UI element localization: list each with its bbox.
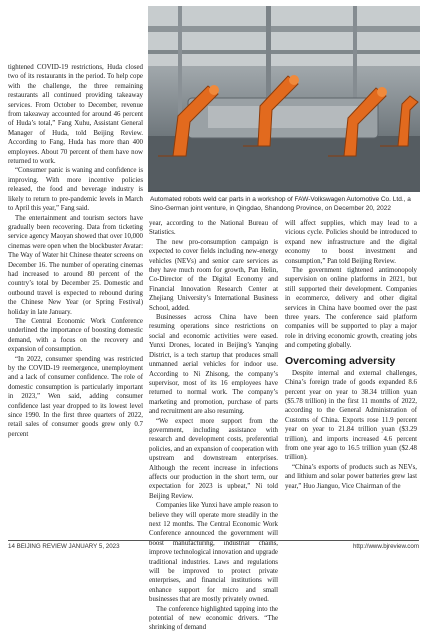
paragraph: The entertainment and tourism sectors have gradually been recovering. Data from ticketing service agency Maoyan showed that over 10,000 cinemas were open when the blockbuster Avatar: The Way of Water hit Chinese theater screens on December 16. The number of operating cinemas had increased to around 80 percent of the country’s total by December 25. Domestic and outbound travel is expected to rebound during the Chinese New Year (or Spring Festival) holiday in late January. (8, 214, 143, 316)
article-column-1 (8, 63, 143, 439)
paragraph: Companies like Yunxi have ample reason to believe they will operate more steadily in the next 12 months. The Central Economic Work Conference announced the government will boost manufacturing, industrial chains, improve technological innovation and upgrade traditional industries. Laws and regulations will be improved to protect private enterprises, and financial institutions will enhance support for micro and small businesses that are mostly privately owned. (149, 502, 278, 604)
paragraph: year, according to the National Bureau of Statistics. (149, 220, 278, 237)
paragraph: The new pro-consumption campaign is expected to cover fields including new-energy vehicles (NEVs) and senior care services as they have much room for growth, Pan Helin, Co-Director of the Digital Economy and Financial Innovation Research Center at Zhejiang University’s International Business School, added. (149, 238, 278, 312)
section-heading: Overcoming adversity (285, 354, 396, 367)
paragraph: “Consumer panic is waning and confidence is improving. With more incentive policies released, the food and beverage industry is likely to return to pre-pandemic levels in March to April this year,” Fang said. (8, 167, 143, 213)
paragraph: will affect supplies, which may lead to a vicious cycle. Policies should be introduced to expand new infrastructure and the digital economy to boost investment and consumption,” Pan told Beijing Review. (285, 220, 417, 265)
paragraph: “We expect more support from the government, including assistance with research and development costs, preferential policies, and an expansion of cooperation with upstream and downstream enterprises. Although the recent increase in infections affects our production in the short term, our expectation for 2023 is upbeat,” Ni told Beijing Review. (149, 417, 278, 500)
paragraph: “In 2022, consumer spending was restricted by the COVID-19 reemergence, unemployment and a lack of consumer confidence. The role of domestic consumption is particularly important in 2023,” Wen said, adding consumer confidence last year dropped to its lowest level since 1990. In the first three quarters of 2022, retail sales of consumer goods grew only 0.7 percent (8, 355, 143, 438)
factory-photo-illustration (148, 6, 420, 192)
paragraph: “China’s exports of products such as NEVs, and lithium and solar power batteries grew last year,” Huo Jianguo, Vice Chairman of the (285, 463, 417, 490)
article-column-2 (149, 219, 278, 633)
paragraph: The conference highlighted tapping into the potential of new economic drivers. “The shrinking of demand (149, 605, 278, 632)
paragraph: Despite internal and external challenges, China’s foreign trade of goods expanded 8.6 percent year on year to 38.34 trillion yuan ($5.78 trillion) in the first 11 months of 2022, according to the General Administration of Customs of China. Exports rose 11.9 percent year on year to 21.84 trillion yuan ($3.29 trillion), and imports increased 4.6 percent from one year ago to 16.5 trillion yuan ($2.48 trillion). (285, 369, 417, 462)
photo-caption: Automated robots weld car parts in a workshop of FAW-Volkswagen Automotive Co. Ltd., a Sino-German joint venture, in Qingdao, Shandong Province, on December 20, 2022 (150, 196, 411, 212)
factory-photo (148, 6, 420, 192)
article-column-3 (285, 219, 417, 491)
footer-rule (8, 540, 419, 541)
paragraph: tightened COVID-19 restrictions, Huda closed two of its restaurants in the period. To help cope with the challenge, the three remaining restaurants all continued providing takeaway services. From October to December, revenue from takeaway accounted for around 46 percent of Huda’s total,” Fang Xuhu, Assistant General Manager of Huda, told Beijing Review. According to Fang, Huda has more than 400 employees. About 70 percent of them have now returned to work. (8, 64, 143, 166)
paragraph: The government tightened antimonopoly supervision on online platforms in 2021, but still supported their development. Companies in ecommerce, delivery and other digital services in China have boomed over the past three years. The conference said platform companies will be supported to play a major role in driving economic growth, creating jobs and competing globally. (285, 267, 417, 350)
paragraph: Businesses across China have been resuming operations since restrictions on social and economic activities were eased. Yunxi Drones, located in Beijing’s Yanqing District, is a tech startup that produces small unmanned aerial vehicles for indoor use. According to Ni Zhisong, the company’s supervisor, most of its 16 employees have returned to normal work. The company’s marketing and promotion, purchase of parts and recruitment are also resuming. (149, 314, 278, 416)
page-footer-url: http://www.bjreview.com (352, 543, 419, 550)
page-footer-folio: 14 BEIJING REVIEW JANUARY 5, 2023 (8, 543, 120, 550)
paragraph: The Central Economic Work Conference underlined the importance of boosting domestic demand, with a focus on the recovery and expansion of consumption. (8, 317, 143, 354)
